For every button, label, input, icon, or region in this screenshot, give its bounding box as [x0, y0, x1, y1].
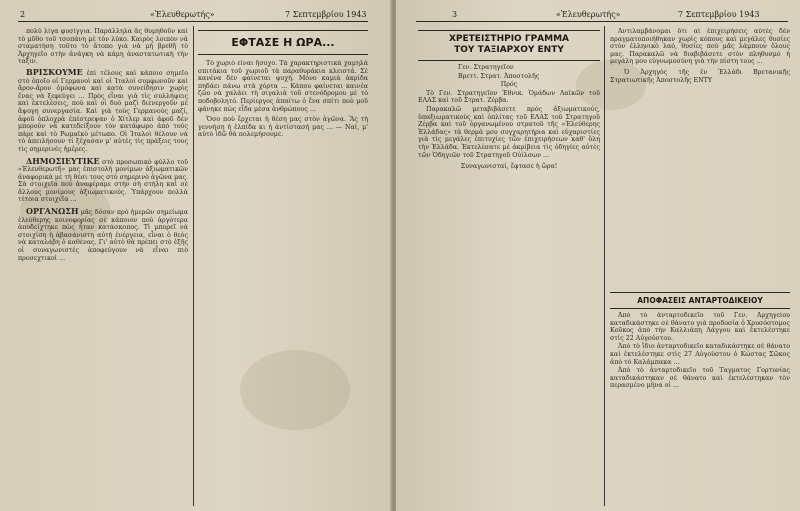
- article-headline: [418, 34, 600, 56]
- recipient-line: Τὸ Γεν. Στρατηγεῖον Ἐθνικ. Ὁμάδων Λαϊκῶν τοῦ ΕΛΑΣ καὶ τοῦ Στρατ. Ζέρβα.: [418, 89, 600, 105]
- issue-date: 7 Σεπτεμβρίου 1943: [285, 10, 367, 19]
- right-column-2: [610, 28, 790, 286]
- right-page: [396, 0, 800, 511]
- section-title: ΟΡΓΑΝΩΣΗ: [26, 206, 79, 217]
- page-number: 2: [20, 10, 26, 19]
- article-paragraph: Ἀντιλαμβάνομαι ὅτι αἱ ἐπιχειρήσεις αὐτὲς δὲν πραγματοποιήθηκαν χωρὶς κόπους καὶ μεγάλες θυσίες στὸν ἑλληνικὸ λαό, θυσίες ποὺ μᾶς λάμπουν ὅλους μας. Παρακαλῶ νὰ διαβιβάσετε στὸν πληθυσμὸ ἡ μεγάλη μου εὐγνωμοσύνη γιὰ τὴν πίστη τους ...: [610, 28, 790, 66]
- article-paragraph: στὸ προσωπικὸ φύλλο τοῦ «Ἐλευθερωτῆ» μας ἐπιστολὴ μονίμων ἀξιωματικῶν ἀναφορικὰ μὲ τὴ θέσι τους στὸ σημερινὸ ἀγῶνα μας. Σὰ στοιχεῖα ποὺ ἀναφέραμε στὴν σὴ στήλη καὶ σὲ ἄλλους μονίμους ἀξιωματικούς. Ὑπάρχουν πολλὰ τέτοια στοιχεῖα ...: [18, 158, 188, 204]
- column-divider: [193, 26, 194, 506]
- page-number: 3: [452, 10, 458, 19]
- left-column-2: [198, 60, 368, 506]
- article-paragraph: πολύ λίγα φυσίγγια. Παράλληλα ἄς θυμηθοῦν καὶ τὸ μῦθο τοῦ τσοπάνη μὲ τὸν λύκο. Καιρὸς λοιπὸν νὰ σταματήση τοῦτο τὸ ἄτοπο γιὰ νὰ μὴ βρεθῆ τὸ Ἀρχηγεῖο στὴν ἀνάγκη νὰ κάμη ἀναστατωτικὴ τὴν ταξιν.: [18, 28, 188, 66]
- decision-paragraph: Ἀπὸ τὸ ἴδιο ἀνταρτοδικεῖο καταδικάστηκε σὲ θάνατο καὶ ἐκτελέστηκε στὶς 27 Αὐγούστου ὁ Κώστας Σῶκος ἀπὸ τὸ Καλάμπακα ...: [610, 343, 790, 366]
- article-headline: ΑΠΟΦΑΣΕΙΣ ΑΝΤΑΡΤΟΔΙΚΕΙΟΥ: [637, 296, 763, 305]
- right-column-2-decisions: [610, 312, 790, 506]
- article-paragraph: Παρακαλῶ μεταβιβάσετε πρὸς ἀξιωματικούς, ὑπαξιωματικοὺς καὶ ὁπλίτας τοῦ ΕΛΑΣ τοῦ Στρατηγοῦ Ζέρβα καὶ τοῦ ὀργανωμένου στρατοῦ τῆς «Ἐλεύθερης Ἑλλάδας» τὰ θερμὰ μου συγχαρητήρια καὶ εὐχαριστίες γιὰ τὶς μεγάλες ἐπιτυχίες τῶν ἐπιχειρήσεων καθ' ὅλη τὴν Ἑλλάδα. Ἐκτελέσατε μὲ ἀκρίβεια τὶς ὁδηγίες αὐτὲς τῶν Ὁδηγιῶν τοῦ Στρατηγοῦ Οὐίλσων ...: [418, 105, 600, 159]
- masthead: «Ἐλευθερωτής»: [556, 10, 621, 19]
- headline-line-1: ΧΡΕΤΕΙΣΤΗΡΙΟ ΓΡΑΜΜΑ: [448, 34, 570, 44]
- box-rule: [418, 30, 600, 31]
- box-rule: [198, 54, 368, 55]
- masthead: «Ἐλευθερωτής»: [150, 10, 215, 19]
- box-rule: [418, 60, 600, 61]
- article-paragraph: ἐπὶ τέλους καὶ κάποιο σημεῖο στὸ ὁποῖο οἱ Γερμανοὶ καὶ οἱ Ἰταλοὶ συμφωνοῦν καὶ ἄρον-ἄρον ὁμόφωνα καὶ κατὰ συνείδησιν χωρὶς ἕνας νὰ ξεφεύγει ... Πρὸς εἶναι γιὰ τὶς συλλήψεις καὶ ἐκτελέσεις, ποὺ καὶ οἱ δυὸ μαζὶ διενεργοῦν μὲ ἄψογη συνεργασία. Καὶ γιὰ τοὺς Γερμανοὺς μαζί, ἀφοῦ ὁπλοχρὰ ἐπέστρεψαν ὁ Χίτλερ καὶ ἀφοῦ δὲν μπορούν νὰ κατεδείξουν τὸν κατάφωρο ἀπὸ τούς πάρε καὶ τὸ Ρωμαϊκὸ μέτωπο. Οἱ Ἰταλοὶ θέλουν νὰ τὸ ἀπειλήσουν τί ξέχασαν μ' αὐτὲς τὶς πράξεις τους τὶς σημερινὲς ἡμέρες.: [18, 69, 188, 153]
- left-column-1: [18, 28, 188, 506]
- box-rule: [610, 308, 790, 309]
- box-rule: [610, 292, 790, 293]
- box-rule: [198, 30, 368, 31]
- section-title: ΒΡΙΣΚΟΥΜΕ: [26, 66, 83, 77]
- article-headline: ΕΦΤΑΣΕ Η ΩΡΑ...: [231, 36, 335, 49]
- right-column-1: [418, 64, 600, 506]
- sign-off: Συναγωνισταί, ἔφτασε ἡ ὥρα!: [460, 163, 558, 171]
- recipient-label: Πρός: [500, 81, 518, 89]
- sender-line: Βρεττ. Στρατ. Ἀποστολῆς: [458, 72, 540, 80]
- header-rule: [416, 21, 788, 22]
- section-title: ΔΗΜΟΣΙΕΥΤΙΚΕ: [26, 155, 100, 166]
- headline-line-2: ΤΟΥ ΤΑΞΙΑΡΧΟΥ ΕΝΤΥ: [454, 45, 564, 55]
- decision-paragraph: Ἀπὸ τὸ ἀνταρτοδικεῖο τοῦ Γεν. Ἀρχηγείου καταδικάστηκε σὲ θάνατο γιὰ προδοσία ὁ Χρυσόστομος Κοῦκος ἀπὸ τὴν Καλλιάπη Λάγγου καὶ ἐκτελέστηκε στὶς 22 Αὐγούστου.: [610, 312, 790, 342]
- header-rule: [18, 21, 368, 22]
- issue-date: 7 Σεπτεμβρίου 1943: [678, 10, 760, 19]
- decision-paragraph: Ἀπὸ τὸ ἀνταρτοδικεῖο τοῦ Ταγματος Γορτυνίας καταδικάστηκαν σὲ θάνατο καὶ ἐκτελέστηκαν τὸν περασμένο μήνα οἱ ...: [610, 367, 790, 390]
- signature: Ὁ Ἀρχηγὸς τῆς ἐν Ἑλλάδι Βρετανικῆς Στρατιωτικῆς Ἀποστολῆς ΕΝΤΥ: [610, 68, 790, 84]
- article-paragraph: Τὸ χωριὸ εἶναι ἥσυχο. Τὰ χαρακτηριστικὰ χαμηλὰ σπιτάκια τοῦ χωριοῦ τὰ παραθυράκια κλειστά. Σὲ κανένα δὲν φαίνεται ψυχή. Μόνο καμιὰ ἀκρίδα πηδάει πάνω στὰ χόρτα ... Κάπου φαίνεται καινέα ζῶο νὰ χαλάει τὴ σιγαλιὰ τοῦ στενόδρομου μὲ τὸ ποδοβολητό. Περίεργος ἀπαίτω ὁ ἕνα σπίτι ποὺ μοῦ φάνηκε πὼς εἶδα μέσα ἀνθρώπους ...: [198, 60, 368, 113]
- sender-line: Γεν. Στρατηγεῖον: [458, 64, 514, 71]
- article-paragraph: Ὅσο ποὺ ἔρχεται ἡ θέση μας στὸν ἀγῶνα. Ἂς τὴ γεννήση ἡ ἐλπίδα κι ἡ ἀντίστασή μας ... — Ναί, μ' αὐτὸ ἰδῶ θὰ πολεμήσουμε.: [198, 116, 368, 139]
- article-paragraph: μᾶς δόσαν πρὸ ἡμερῶν σημείωμα ἐλεύθερης κοινοφορίας σὲ κάποιον ποὺ ἀργότερα ἀποδείχτηκε πὼς ἦταν κατάσκοπος. Τὶ μπορεῖ νὰ στοιχίση ἡ ἀβασάνιστη αὐτὴ ἐνέργεια, εἶναι ὁ θεὸς νὰ καταλάβη ὁ καθένας. Γι' αὐτὸ θὰ πρέπει στὸ ἑξῆς οἱ συναγωνιστές ἀποφεύγουν νὰ εἶναι πιὸ προσεχτικοὶ ...: [18, 209, 188, 262]
- left-page: [0, 0, 392, 511]
- column-divider: [604, 26, 605, 506]
